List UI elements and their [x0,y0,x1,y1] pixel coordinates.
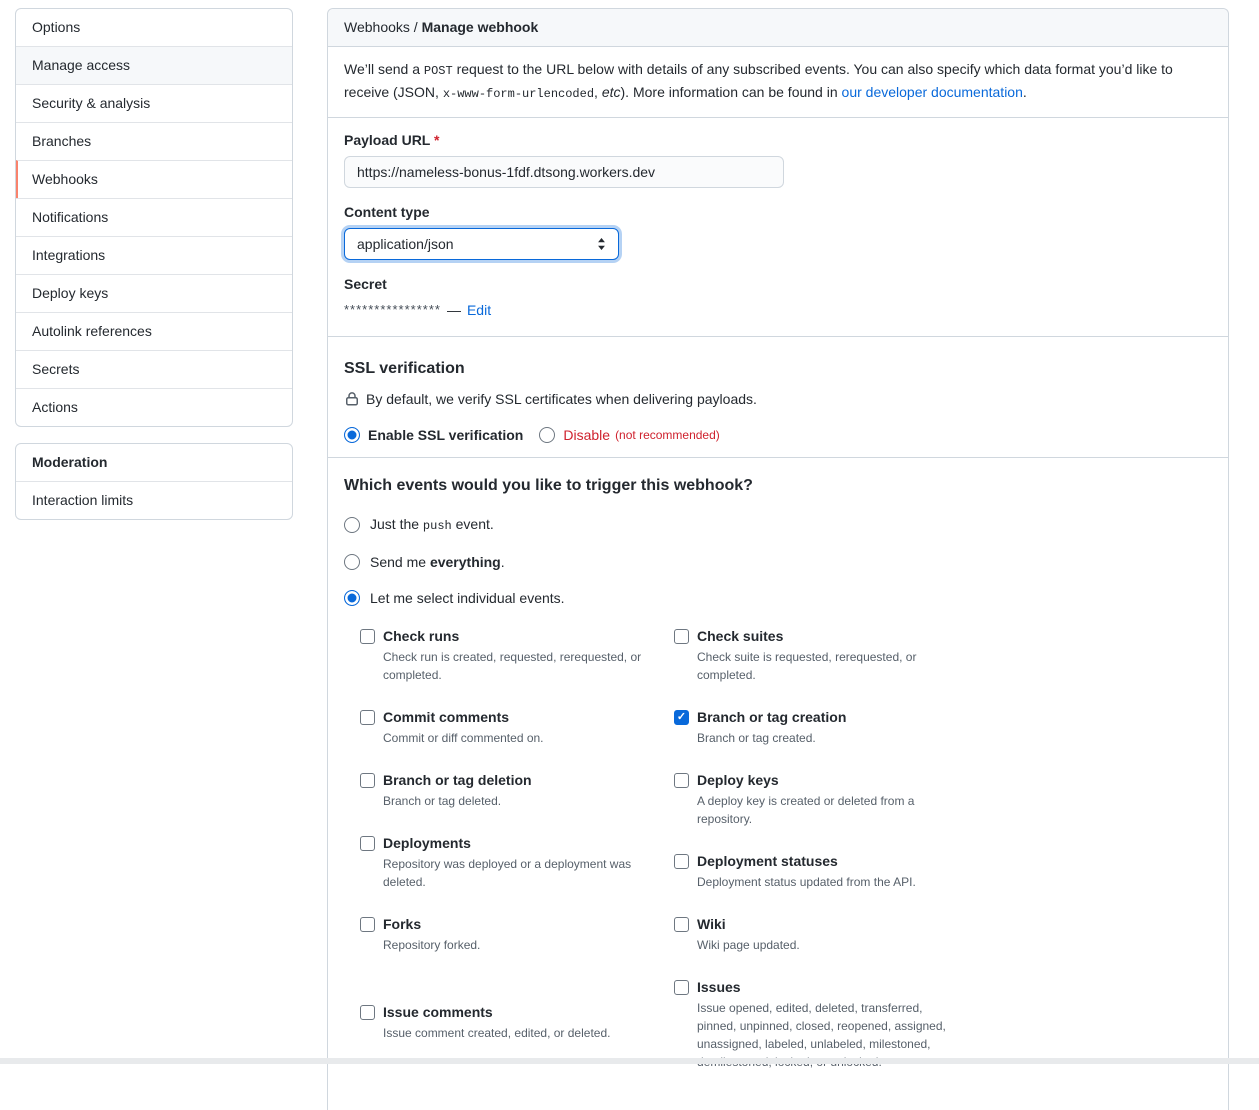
sidebar-item-secrets[interactable]: Secrets [16,350,292,388]
ssl-disable-radio[interactable] [539,427,555,443]
webhook-fields-section [328,118,1228,337]
events-section [328,458,1228,1110]
post-code: POST [424,64,453,78]
sidebar-item-manage-access[interactable]: Manage access [16,46,292,84]
sidebar-item-autolink-references[interactable]: Autolink references [16,312,292,350]
content-type-value: application/json [357,236,454,252]
push-code: push [423,519,452,533]
required-asterisk: * [434,132,439,148]
moderation-nav-box [15,443,293,520]
sidebar-item-actions[interactable]: Actions [16,388,292,426]
breadcrumb [328,9,1228,47]
events-heading: Which events would you like to trigger this webhook? [344,474,1212,498]
ssl-note-text: By default, we verify SSL certificates when delivering payloads. [366,389,757,409]
wiki-checkbox[interactable] [674,917,689,932]
check-runs-checkbox[interactable] [360,629,375,644]
event-item-deployment-statuses: Deployment statuses Deployment status updated from the API. [674,851,974,891]
breadcrumb-current: Manage webhook [422,19,539,35]
etc-text: etc [602,84,621,100]
moderation-header: Moderation [16,444,292,481]
intro-text: We’ll send a [344,61,424,77]
urlencoded-code: x-www-form-urlencoded [443,87,594,101]
sidebar-item-integrations[interactable]: Integrations [16,236,292,274]
event-grid-left-column [360,626,660,1094]
sidebar-item-interaction-limits[interactable]: Interaction limits [16,481,292,519]
branch-tag-deletion-checkbox[interactable] [360,773,375,788]
viewport-bottom-edge [0,1058,1259,1064]
deploy-keys-checkbox[interactable] [674,773,689,788]
deployments-checkbox[interactable] [360,836,375,851]
ssl-disable-label[interactable]: Disable [563,425,610,445]
issue-comments-checkbox[interactable] [360,1005,375,1020]
deployment-statuses-checkbox[interactable] [674,854,689,869]
lock-icon [344,391,360,407]
content-type-select[interactable] [344,228,619,260]
individual-events-radio[interactable] [344,590,360,606]
webhook-intro-section: We’ll send a POST request to the URL below with details of any subscribed events. You can also specify which data format you’d like to receive (JSON, x-www-form-urlencoded, etc). More information can be found in our developer documentation. [328,47,1228,118]
secret-row [344,300,1212,320]
event-grid-right-column [674,626,974,1094]
event-option-push: Just the push event. [344,514,1212,536]
event-item-branch-tag-deletion: Branch or tag deletion Branch or tag deleted. [360,770,660,810]
sidebar-item-deploy-keys[interactable]: Deploy keys [16,274,292,312]
event-item-check-suites: Check suites Check suite is requested, rerequested, or completed. [674,626,974,684]
event-item-check-runs: Check runs Check run is created, requested, rerequested, or completed. [360,626,660,684]
settings-sidebar [15,8,293,520]
ssl-verification-section [328,337,1228,458]
check-suites-checkbox[interactable] [674,629,689,644]
branch-tag-creation-checkbox[interactable] [674,710,689,725]
event-item-issue-comments: Issue comments Issue comment created, edited, or deleted. [360,1002,660,1042]
sidebar-item-notifications[interactable]: Notifications [16,198,292,236]
ssl-radio-group [344,425,1212,445]
event-item-commit-comments: Commit comments Commit or diff commented on. [360,707,660,747]
payload-url-label: Payload URL * [344,132,1212,148]
sidebar-item-security-analysis[interactable]: Security & analysis [16,84,292,122]
content-type-label: Content type [344,204,1212,220]
event-option-everything: Send me everything. [344,552,1212,572]
ssl-enable-radio[interactable] [344,427,360,443]
commit-comments-checkbox[interactable] [360,710,375,725]
issues-checkbox[interactable] [674,980,689,995]
event-item-deploy-keys: Deploy keys A deploy key is created or deleted from a repository. [674,770,974,828]
event-item-issues: Issues Issue opened, edited, deleted, transferred, pinned, unpinned, closed, reopened, assigned, unassigned, labeled, unlabeled, milestoned, demilestoned, locked, or unlocked. [674,977,974,1071]
event-item-deployments: Deployments Repository was deployed or a deployment was deleted. [360,833,660,891]
settings-nav-box [15,8,293,427]
event-checkbox-grid [360,626,1212,1094]
event-item-branch-tag-creation: ✓ Branch or tag creation Branch or tag created. [674,707,974,747]
ssl-enable-label[interactable]: Enable SSL verification [368,425,523,445]
payload-url-input[interactable] [344,156,784,188]
ssl-heading: SSL verification [344,357,1212,381]
select-caret-icon [597,238,606,250]
event-item-wiki: Wiki Wiki page updated. [674,914,974,954]
sidebar-item-branches[interactable]: Branches [16,122,292,160]
breadcrumb-webhooks-link[interactable]: Webhooks [344,19,410,35]
forks-checkbox[interactable] [360,917,375,932]
event-option-individual: Let me select individual events. [344,588,1212,608]
ssl-note-row [344,389,1212,409]
push-event-radio[interactable] [344,517,360,533]
event-item-forks: Forks Repository forked. [360,914,660,954]
everything-radio[interactable] [344,554,360,570]
sidebar-item-options[interactable]: Options [16,9,292,46]
secret-edit-link[interactable]: Edit [467,300,491,320]
secret-separator: — [447,300,461,320]
secret-label: Secret [344,276,1212,292]
breadcrumb-separator: / [410,19,422,35]
developer-docs-link[interactable]: our developer documentation [842,84,1023,100]
secret-masked-value: **************** [344,300,441,320]
sidebar-item-webhooks[interactable]: Webhooks [16,160,292,198]
ssl-disable-note: (not recommended) [615,425,720,445]
webhook-settings-panel [327,8,1229,1110]
